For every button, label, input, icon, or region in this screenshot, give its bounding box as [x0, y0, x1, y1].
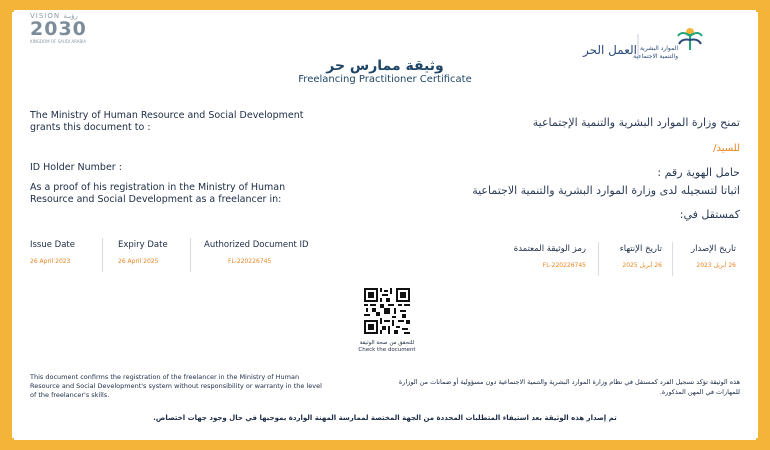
grant-text-ar: تمنح وزارة الموارد البشرية والتنمية الإجتماعية [532, 116, 740, 129]
document-id-ar-field [500, 244, 586, 269]
disclaimer-en: This document confirms the registration of the freelancer in the Ministry of Human Resource and Social Development's system without responsibility or warranty in the level of the freelancer's skills. [30, 373, 322, 399]
field-divider [102, 238, 103, 272]
grant-text-en: The Ministry of Human Resource and Social Development grants this document to : [30, 110, 304, 133]
expiry-date-label: Expiry Date [118, 240, 168, 250]
proof-text-ar: اثباتا لتسجيله لدى وزارة الموارد البشرية والتنمية الاجتماعية [472, 184, 740, 197]
document-id-field [204, 240, 309, 265]
vision-label: VISION [30, 12, 61, 20]
work-logo-text: العمل الحر [583, 43, 637, 57]
palm-icon [678, 28, 702, 50]
vision-2030-logo [30, 12, 96, 44]
qr-caption-ar: للتحقق من صحة الوثيقة [359, 340, 415, 346]
vision-kingdom: KINGDOM OF SAUDI ARABIA [30, 39, 87, 44]
field-divider [672, 242, 673, 276]
ministry-name-1: الموارد البشرية [639, 45, 678, 52]
expiry-date-ar-label: تاريخ الإنتهاء [619, 244, 662, 254]
qr-code[interactable] [364, 288, 410, 334]
qr-caption-en: Check the document [358, 347, 416, 353]
document-id-ar-value: FL-220226745 [542, 262, 586, 269]
document-id-label: Authorized Document ID [204, 240, 309, 250]
issue-date-value: 26 April 2023 [30, 258, 71, 265]
issue-date-label: Issue Date [30, 240, 75, 250]
proof-text-en: As a proof of his registration in the Ministry of Human Resource and Social Development as a freelancer in: [30, 182, 286, 205]
freelancer-label-ar: كمستقل في: [679, 208, 740, 221]
vision-year: 2030 [30, 18, 87, 40]
issue-date-ar-label: تاريخ الإصدار [691, 244, 736, 254]
footer-ar: تم إصدار هذه الوثيقة بعد استيفاء المتطلبات المحددة من الجهة المختصة لممارسة المهنة الواردة بموجبها في حال وجود جهات اختصاص. [153, 414, 617, 422]
id-holder-ar: حامل الهوية رقم : [657, 166, 740, 179]
title-english: Freelancing Practitioner Certificate [298, 74, 472, 85]
document-id-ar-label: رمز الوثيقة المعتمدة [513, 244, 586, 254]
ministry-name-2: والتنمية الاجتماعية [633, 53, 678, 60]
document-id-value: FL-220226745 [228, 258, 272, 265]
field-divider [190, 238, 191, 272]
title-arabic: وثيقة ممارس حر [326, 58, 444, 74]
expiry-date-ar-field [606, 244, 662, 269]
expiry-date-field [118, 240, 168, 265]
disclaimer-ar: هذه الوثيقة تؤكد تسجيل الفرد كمستقل في نظام وزارة الموارد البشرية والتنمية الاجتماعية دون مسؤولية أو ضمانات من الوزارة للمهارات في المهن المذكورة. [398, 378, 740, 396]
issue-date-ar-value: 26 أبريل 2023 [696, 262, 736, 269]
issue-date-field [30, 240, 75, 265]
id-holder-en: ID Holder Number : [30, 162, 122, 173]
issue-date-ar-field [680, 244, 736, 269]
mr-label-ar: للسيد/ [713, 143, 740, 154]
expiry-date-ar-value: 26 أبريل 2025 [622, 262, 662, 269]
expiry-date-value: 26 April 2025 [118, 258, 159, 265]
vision-arabic: رؤيـة [63, 12, 78, 20]
field-divider [598, 242, 599, 276]
